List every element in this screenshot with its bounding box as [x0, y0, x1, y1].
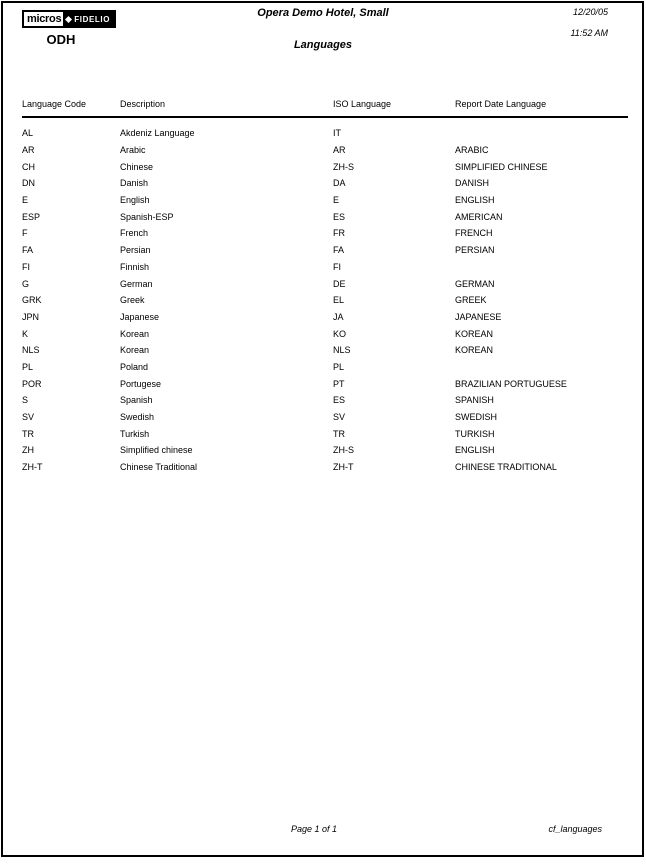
cell-iso-language: ES: [333, 395, 346, 406]
cell-language-code: F: [22, 228, 28, 239]
cell-iso-language: KO: [333, 328, 347, 339]
cell-description: Chinese Traditional: [120, 462, 198, 473]
cell-description: Simplified chinese: [120, 445, 193, 456]
cell-iso-language: FR: [333, 228, 345, 239]
cell-iso-language: DE: [333, 278, 346, 289]
cell-iso-language: PL: [333, 361, 345, 372]
table-row: [22, 309, 628, 326]
cell-report-date-language: GERMAN: [455, 278, 495, 289]
table-body: [22, 117, 628, 475]
cell-language-code: FI: [22, 261, 30, 272]
cell-description: Japanese: [120, 311, 160, 322]
cell-iso-language: ZH-S: [333, 445, 354, 456]
table-row: [22, 275, 628, 292]
report-id: cf_languages: [548, 824, 602, 834]
table-row: [22, 375, 628, 392]
cell-report-date-language: KOREAN: [455, 345, 494, 356]
cell-language-code: S: [22, 395, 29, 406]
cell-language-code: AL: [22, 128, 34, 139]
cell-report-date-language: FRENCH: [455, 228, 493, 239]
cell-description: German: [120, 278, 153, 289]
languages-table: [22, 97, 628, 475]
cell-language-code: ZH: [22, 445, 34, 456]
cell-iso-language: EL: [333, 295, 345, 306]
cell-description: Danish: [120, 178, 149, 189]
cell-language-code: CH: [22, 161, 35, 172]
table-row: [22, 442, 628, 459]
column-header-report-date-language: Report Date Language: [455, 97, 628, 117]
column-header-iso-language: ISO Language: [333, 97, 455, 117]
cell-report-date-language: ARABIC: [455, 145, 489, 156]
cell-iso-language: DA: [333, 178, 346, 189]
cell-language-code: GRK: [22, 295, 42, 306]
cell-iso-language: FA: [333, 245, 345, 256]
cell-description: Spanish-ESP: [120, 211, 174, 222]
table-row: [22, 175, 628, 192]
cell-language-code: NLS: [22, 345, 40, 356]
cell-iso-language: AR: [333, 145, 346, 156]
cell-language-code: DN: [22, 178, 35, 189]
table-row: [22, 459, 628, 476]
cell-report-date-language: SWEDISH: [455, 412, 498, 423]
table-row: [22, 325, 628, 342]
cell-iso-language: TR: [333, 428, 345, 439]
run-date: 12/20/05: [572, 7, 608, 17]
cell-description: Korean: [120, 345, 150, 356]
cell-report-date-language: ENGLISH: [455, 195, 495, 206]
cell-description: Chinese: [120, 161, 154, 172]
table-header-row: [22, 97, 628, 117]
cell-report-date-language: [455, 259, 628, 276]
cell-report-date-language: BRAZILIAN PORTUGUESE: [455, 378, 567, 389]
cell-iso-language: ES: [333, 211, 346, 222]
cell-language-code: AR: [22, 145, 35, 156]
cell-language-code: G: [22, 278, 30, 289]
cell-iso-language: IT: [333, 128, 341, 139]
cell-description: French: [120, 228, 149, 239]
cell-report-date-language: TURKISH: [455, 428, 495, 439]
cell-report-date-language: AMERICAN: [455, 211, 503, 222]
table-row: [22, 292, 628, 309]
hotel-name: Opera Demo Hotel, Small: [257, 7, 389, 19]
cell-iso-language: SV: [333, 412, 346, 423]
cell-report-date-language: KOREAN: [455, 328, 494, 339]
cell-iso-language: NLS: [333, 345, 351, 356]
table-row: [22, 259, 628, 276]
cell-language-code: PL: [22, 361, 34, 372]
cell-language-code: ESP: [22, 211, 41, 222]
cell-language-code: K: [22, 328, 29, 339]
cell-description: Turkish: [120, 428, 150, 439]
micros-logo-text: micros: [24, 12, 63, 26]
cell-report-date-language: PERSIAN: [455, 245, 495, 256]
page-number: Page 1 of 1: [291, 824, 338, 834]
column-header-description: Description: [120, 97, 333, 117]
cell-report-date-language: [455, 125, 628, 142]
cell-report-date-language: JAPANESE: [455, 311, 502, 322]
table-row: [22, 359, 628, 376]
table-row: [22, 392, 628, 409]
table-row: [22, 192, 628, 209]
cell-language-code: SV: [22, 412, 35, 423]
cell-description: English: [120, 195, 150, 206]
cell-language-code: TR: [22, 428, 34, 439]
cell-report-date-language: SIMPLIFIED CHINESE: [455, 161, 548, 172]
cell-iso-language: ZH-T: [333, 462, 354, 473]
table-row: [22, 409, 628, 426]
cell-language-code: JPN: [22, 311, 40, 322]
column-header-language-code: Language Code: [22, 97, 120, 117]
table-row: [22, 242, 628, 259]
cell-report-date-language: GREEK: [455, 295, 487, 306]
cell-language-code: ZH-T: [22, 462, 43, 473]
cell-iso-language: ZH-S: [333, 161, 354, 172]
table-row: [22, 225, 628, 242]
cell-iso-language: PT: [333, 378, 345, 389]
table-row: [22, 142, 628, 159]
run-time: 11:52 AM: [570, 28, 608, 38]
cell-description: Spanish: [120, 395, 153, 406]
cell-language-code: POR: [22, 378, 42, 389]
cell-iso-language: JA: [333, 311, 344, 322]
cell-report-date-language: CHINESE TRADITIONAL: [455, 462, 557, 473]
table-row: [22, 125, 628, 142]
cell-iso-language: FI: [333, 261, 341, 272]
property-code: ODH: [46, 32, 76, 47]
cell-description: Akdeniz Language: [120, 128, 195, 139]
cell-description: Swedish: [120, 412, 155, 423]
cell-description: Arabic: [120, 145, 146, 156]
cell-description: Korean: [120, 328, 150, 339]
report-title: Languages: [293, 39, 353, 51]
cell-report-date-language: [455, 359, 628, 376]
cell-description: Greek: [120, 295, 145, 306]
cell-report-date-language: DANISH: [455, 178, 490, 189]
cell-language-code: E: [22, 195, 29, 206]
fidelio-logo-text: FIDELIO: [74, 14, 111, 24]
table-row: [22, 208, 628, 225]
cell-iso-language: E: [333, 195, 340, 206]
table-row: [22, 158, 628, 175]
spacer-row: [22, 117, 628, 125]
cell-report-date-language: ENGLISH: [455, 445, 495, 456]
cell-description: Poland: [120, 361, 149, 372]
cell-language-code: FA: [22, 245, 34, 256]
table-row: [22, 342, 628, 359]
table-row: [22, 425, 628, 442]
cell-description: Finnish: [120, 261, 150, 272]
cell-description: Portugese: [120, 378, 162, 389]
cell-description: Persian: [120, 245, 151, 256]
table-header: [22, 97, 628, 117]
cell-report-date-language: SPANISH: [455, 395, 494, 406]
